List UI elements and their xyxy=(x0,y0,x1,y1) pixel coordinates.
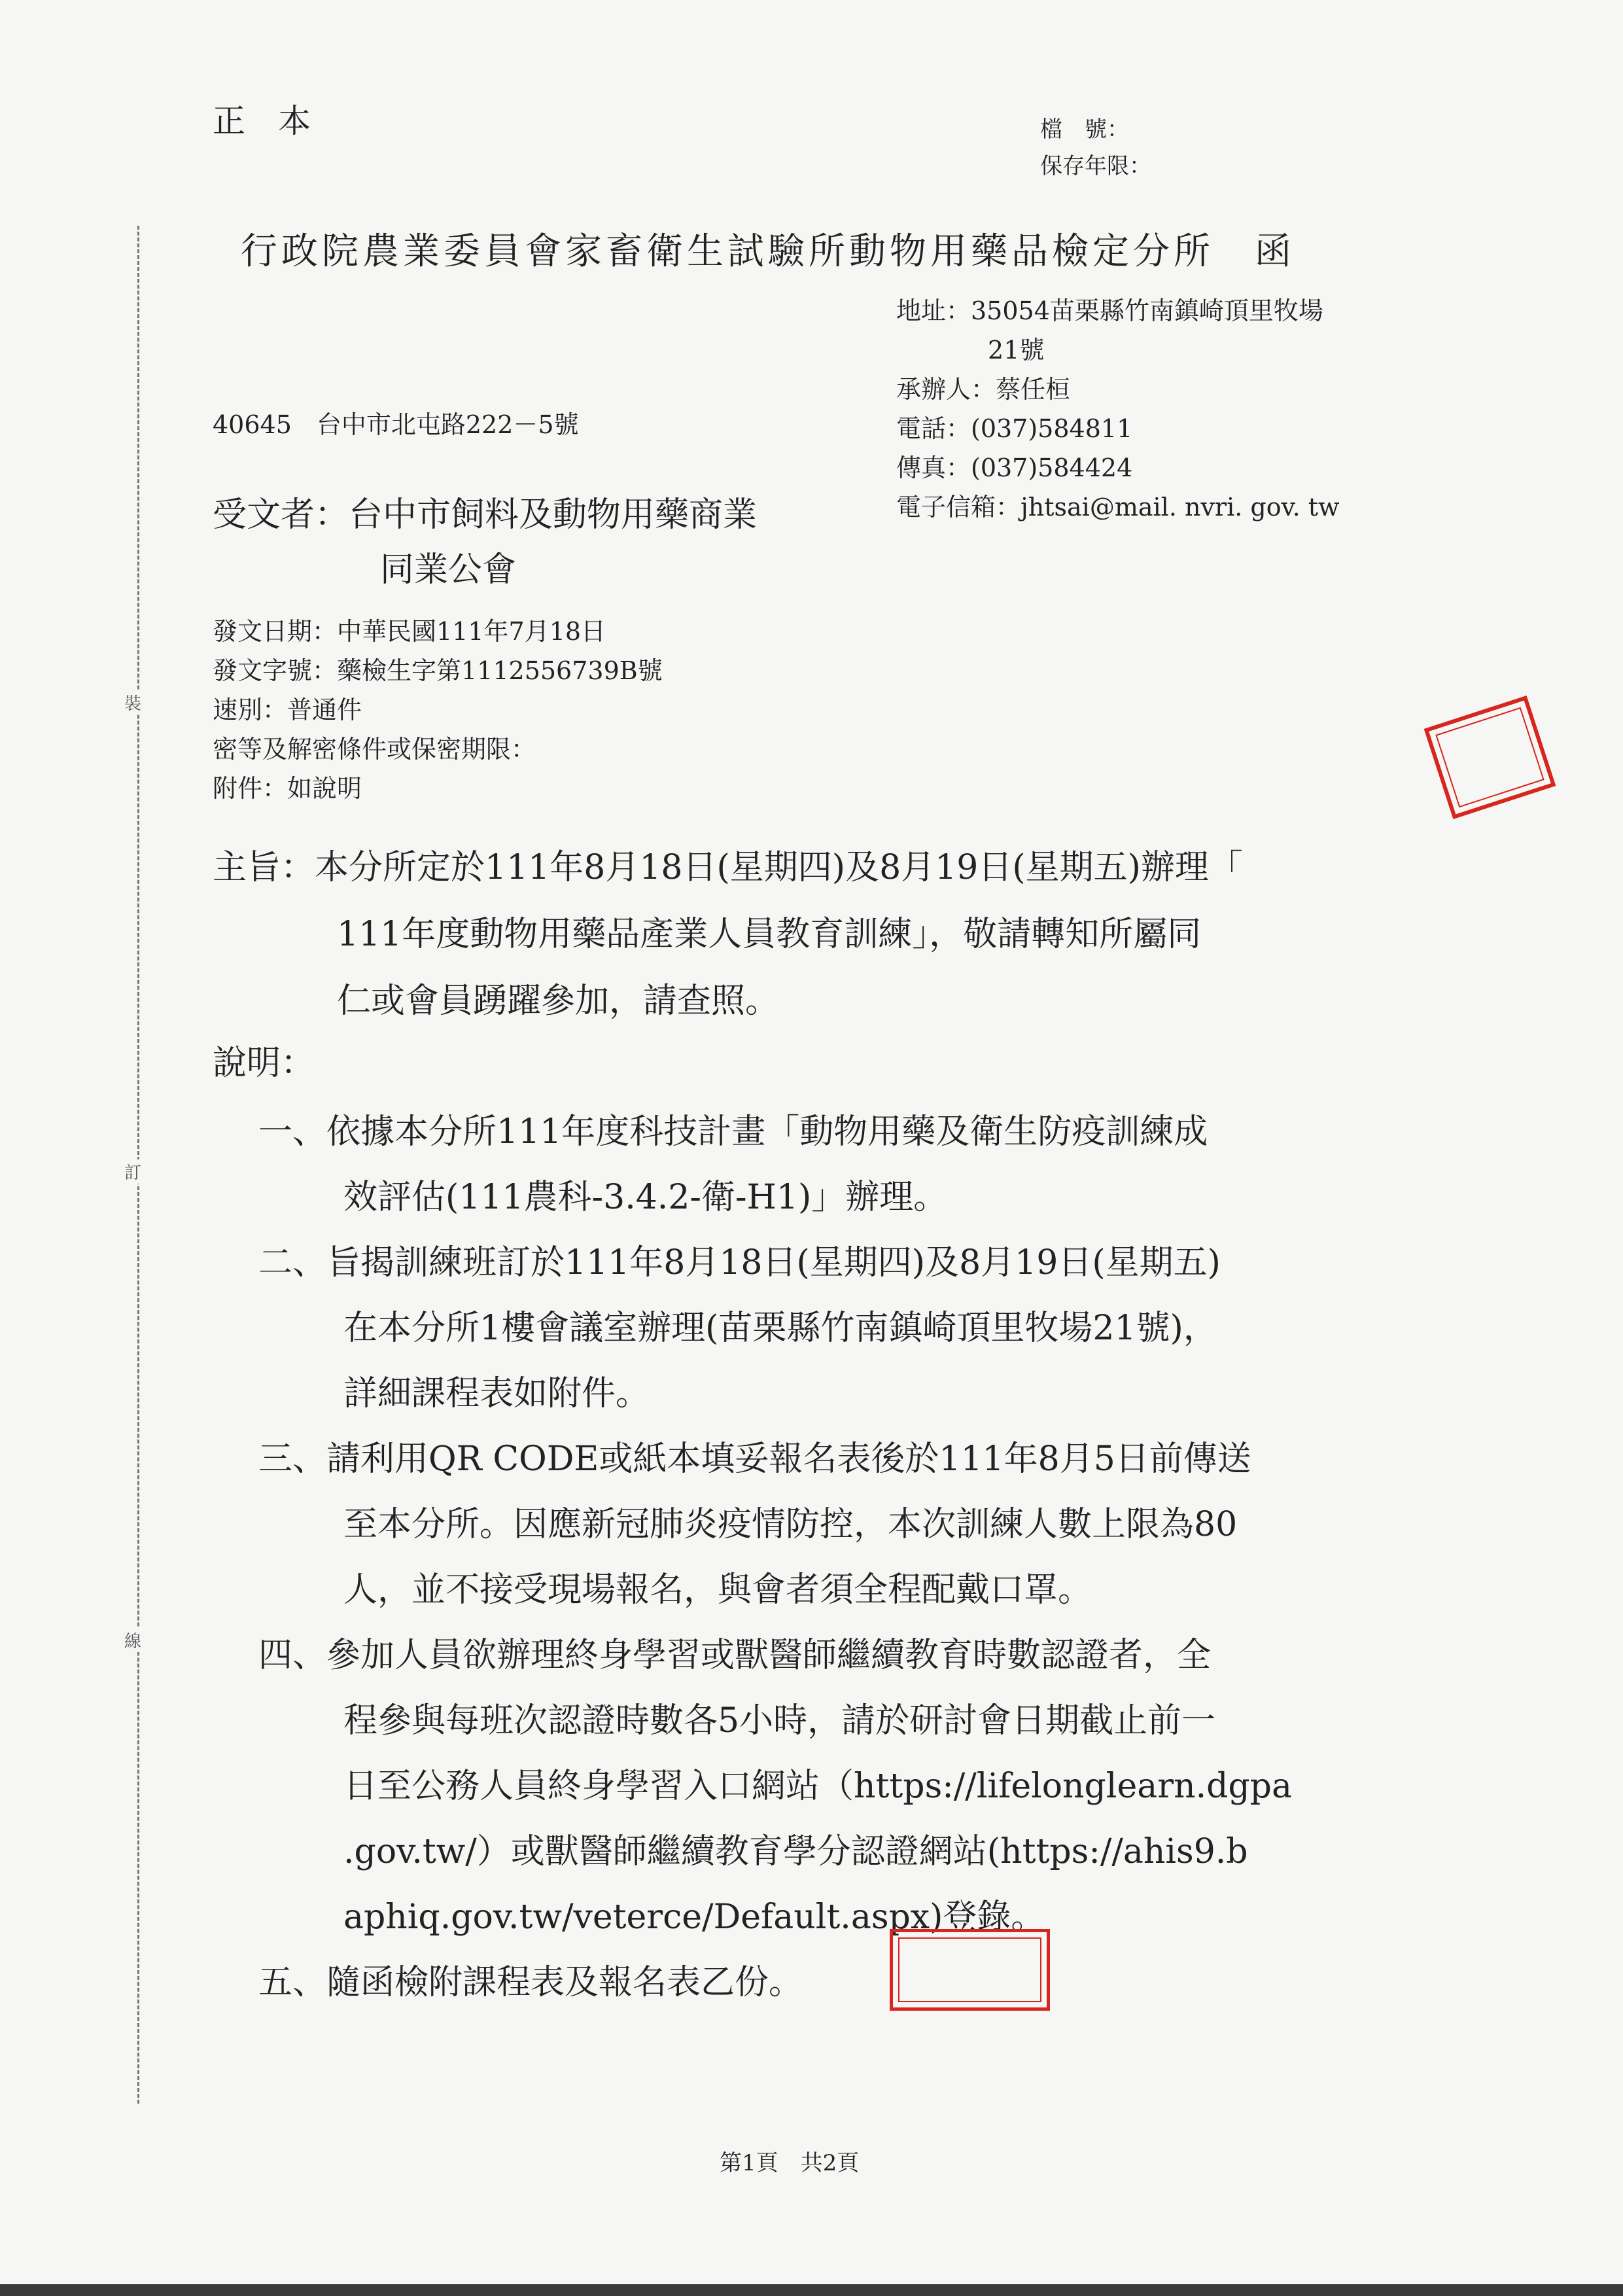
binding-mark: 訂 xyxy=(124,1159,141,1184)
recipient xyxy=(213,487,757,597)
binding-mark: 線 xyxy=(124,1628,141,1652)
item-line: 在本分所1樓會議室辦理(苗栗縣竹南鎮崎頂里牧場21號)， xyxy=(343,1309,1217,1348)
item-line: 三、請利用QR CODE或紙本填妥報名表後於111年8月5日前傳送 xyxy=(258,1439,1251,1479)
binding-mark: 裝 xyxy=(124,690,141,715)
document-title: 行政院農業委員會家畜衛生試驗所動物用藥品檢定分所 函 xyxy=(241,230,1295,273)
item-line: 詳細課程表如附件。 xyxy=(343,1374,650,1413)
email: 電子信箱：jhtsai@mail. nvri. gov. tw xyxy=(896,493,1340,521)
item-line: 日至公務人員終身學習入口網站（https://lifelonglearn.dgpa xyxy=(343,1767,1292,1806)
seal-border xyxy=(898,1937,1041,2002)
item-line: 人，並不接受現場報名，與會者須全程配戴口罩。 xyxy=(343,1570,1092,1610)
scan-edge xyxy=(0,2284,1623,2296)
issue-number: 發文字號：藥檢生字第1112556739B號 xyxy=(213,656,663,685)
item-line: 四、參加人員欲辦理終身學習或獸醫師繼續教育時數認證者，全 xyxy=(258,1636,1212,1675)
phone: 電話：(037)584811 xyxy=(896,414,1133,443)
item-line: 程參與每班次認證時數各5小時，請於研討會日期截止前一 xyxy=(343,1701,1216,1740)
explanation-title: 說明： xyxy=(213,1044,315,1083)
official-seal xyxy=(1424,696,1556,819)
item-line: 五、隨函檢附課程表及報名表乙份。 xyxy=(258,1963,803,2002)
seal-border xyxy=(1435,707,1544,808)
sender-info xyxy=(896,291,1340,527)
sender-address-cont: 21號 xyxy=(988,336,1045,364)
file-meta xyxy=(1040,111,1151,185)
subject-line: 111年度動物用藥品產業人員教育訓練」，敬請轉知所屬同 xyxy=(337,915,1202,954)
subject xyxy=(213,834,1243,1034)
item-line: 至本分所。因應新冠肺炎疫情防控，本次訓練人數上限為80 xyxy=(343,1505,1238,1544)
page-number: 第1頁 共2頁 xyxy=(720,2150,860,2176)
subject-line: 仁或會員踴躍參加，請查照。 xyxy=(337,981,780,1021)
issue-date: 發文日期：中華民國111年7月18日 xyxy=(213,617,606,646)
item-line: aphiq.gov.tw/veterce/Default.aspx)登錄。 xyxy=(343,1898,1045,1937)
issue-info xyxy=(213,612,663,808)
official-seal xyxy=(890,1929,1050,2011)
recipient-line: 同業公會 xyxy=(380,550,517,590)
handler: 承辦人：蔡任桓 xyxy=(896,375,1071,404)
copy-mark: 正本 xyxy=(213,102,343,140)
sender-address: 地址：35054苗栗縣竹南鎮崎頂里牧場 xyxy=(896,296,1323,325)
issue-secrecy: 密等及解密條件或保密期限： xyxy=(213,735,536,764)
issue-speed: 速別：普通件 xyxy=(213,696,362,724)
recipient-address: 40645 台中市北屯路222－5號 xyxy=(213,410,579,439)
retention-label: 保存年限： xyxy=(1040,153,1151,179)
recipient-line: 受文者：台中市飼料及動物用藥商業 xyxy=(213,495,758,535)
item-line: 效評估(111農科-3.4.2-衛-H1)」辦理。 xyxy=(343,1178,948,1217)
subject-line: 主旨：本分所定於111年8月18日(星期四)及8月19日(星期五)辦理「 xyxy=(213,848,1243,887)
fax: 傳真：(037)584424 xyxy=(896,453,1133,482)
file-number-label: 檔 號： xyxy=(1040,116,1129,143)
item-line: .gov.tw/）或獸醫師繼續教育學分認證網站(https://ahis9.b xyxy=(343,1832,1248,1871)
explanation-items xyxy=(258,1099,1292,2015)
item-line: 二、旨揭訓練班訂於111年8月18日(星期四)及8月19日(星期五) xyxy=(258,1243,1221,1282)
issue-attachment: 附件：如說明 xyxy=(213,774,362,803)
item-line: 一、依據本分所111年度科技計畫「動物用藥及衛生防疫訓練成 xyxy=(258,1112,1208,1152)
